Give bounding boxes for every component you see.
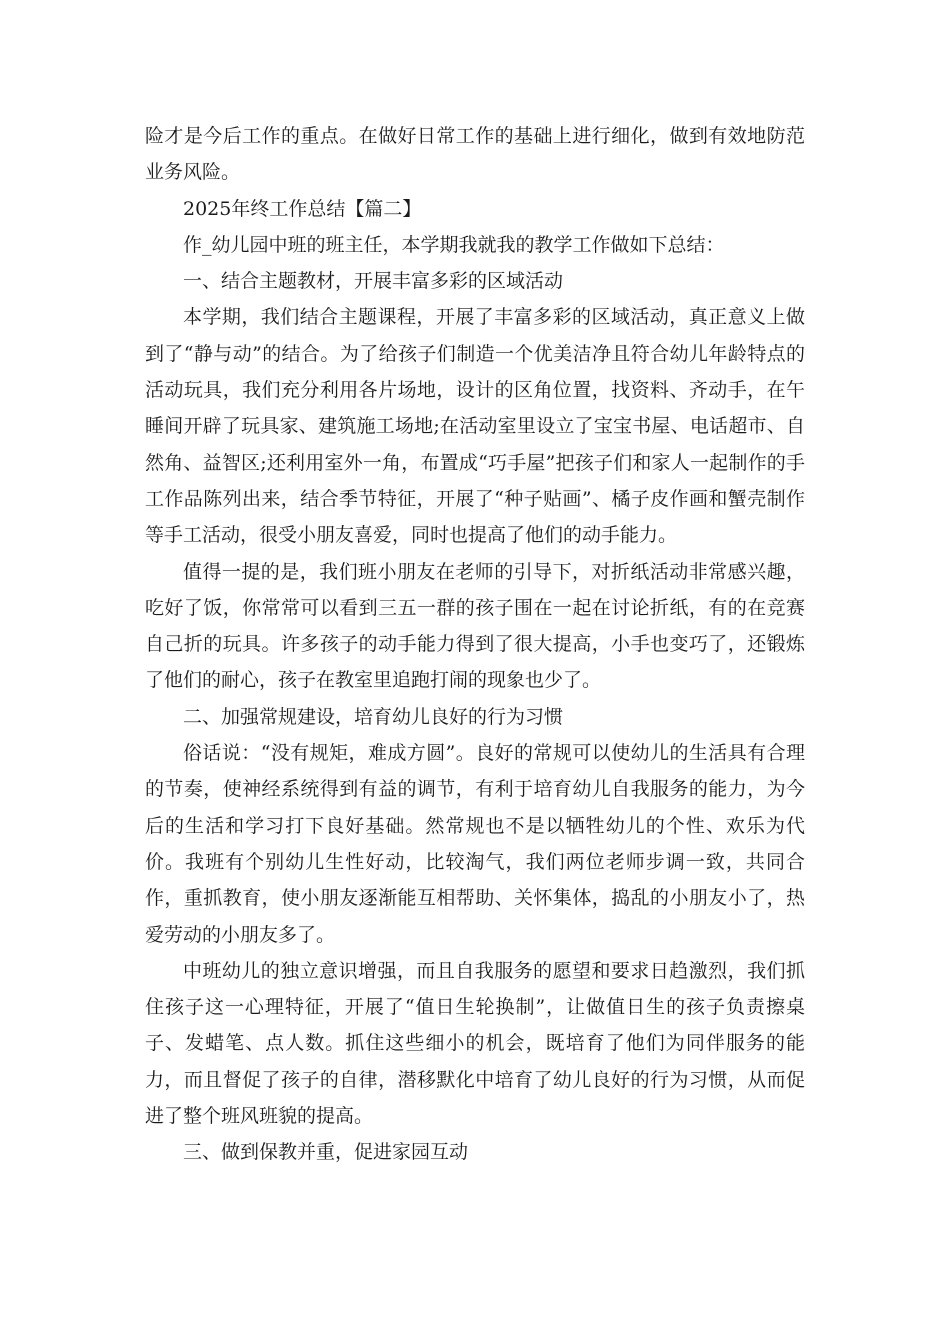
heading-two: 二、加强常规建设，培育幼儿良好的行为习惯 — [183, 705, 564, 728]
section-title: 2025年终工作总结【篇二】 — [183, 197, 422, 220]
heading-one: 一、结合主题教材，开展丰富多彩的区域活动 — [183, 270, 564, 293]
body-paragraph: 俗话说：“没有规矩，难成方圆”。良好的常规可以使幼儿的生活具有合理的节奏，使神经系统得到有益的调节，有利于培育幼儿自我服务的能力，为今后的生活和学习打下良好基础。然常规也不是以牺牲幼儿的个性、欢乐为代价。我班有个别幼儿生性好动，比较淘气，我们两位老师步调一致，共同合作，重抓教育，使小朋友逐渐能互相帮助、关怀集体，捣乱的小朋友小了，热爱劳动的小朋友多了。 — [145, 742, 805, 946]
body-paragraph: 值得一提的是，我们班小朋友在老师的引导下，对折纸活动非常感兴趣，吃好了饭，你常常可以看到三五一群的孩子围在一起在讨论折纸，有的在竞赛自己折的玩具。许多孩子的动手能力得到了很大提高，小手也变巧了，还锻炼了他们的耐心，孩子在教室里追跑打闹的现象也少了。 — [145, 560, 805, 692]
heading-three: 三、做到保教并重，促进家园互动 — [183, 1141, 469, 1164]
intro-paragraph: 作_幼儿园中班的班主任，本学期我就我的教学工作做如下总结： — [183, 233, 725, 256]
body-paragraph: 中班幼儿的独立意识增强，而且自我服务的愿望和要求日趋激烈，我们抓住孩子这一心理特征，开展了“值日生轮换制”，让做值日生的孩子负责擦桌子、发蜡笔、点人数。抓住这些细小的机会，既培育了他们为同伴服务的能力，而且督促了孩子的自律，潜移默化中培育了幼儿良好的行为习惯，从而促进了整个班风班貌的提高。 — [145, 959, 805, 1128]
document-page — [145, 118, 805, 1171]
body-paragraph: 本学期，我们结合主题课程，开展了丰富多彩的区域活动，真正意义上做到了“静与动”的结合。为了给孩子们制造一个优美洁净且符合幼儿年龄特点的活动玩具，我们充分利用各片场地，设计的区角位置，找资料、齐动手，在午睡间开辟了玩具家、建筑施工场地;在活动室里设立了宝宝书屋、电话超市、自然角、益智区;还利用室外一角，布置成“巧手屋”把孩子们和家人一起制作的手工作品陈列出来，结合季节特征，开展了“种子贴画”、橘子皮作画和蟹壳制作等手工活动，很受小朋友喜爱，同时也提高了他们的动手能力。 — [145, 306, 805, 547]
paragraph-continuation: 险才是今后工作的重点。在做好日常工作的基础上进行细化，做到有效地防范业务风险。 — [145, 125, 805, 184]
